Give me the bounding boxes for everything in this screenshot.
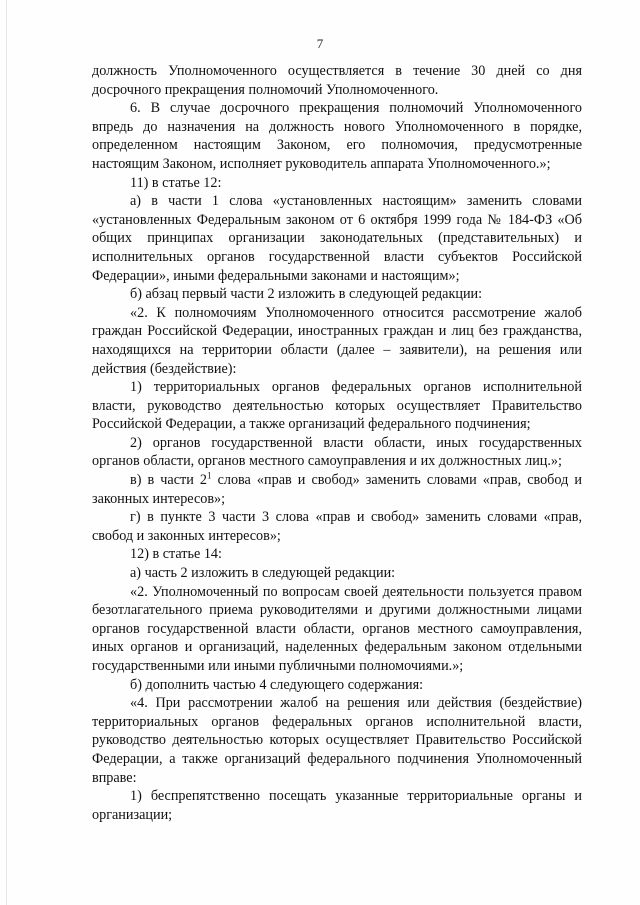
- paragraph: должность Уполномоченного осуществляется в течение 30 дней со дня досрочного прекращения полномочий Уполномоченного.: [92, 63, 582, 98]
- paragraph: «2. Уполномоченный по вопросам своей деятельности пользуется правом безотлагательного приема руководителями и другими должностными лицами органов государственной власти области, органов местного самоуправления, иных органов и организаций, наделенных федеральным законом отдельными государственными или иными публичными полномочиями.»;: [92, 583, 582, 674]
- paragraph: [92, 471, 582, 508]
- paragraph-text: слова «прав и свобод» заменить словами «прав, свобод и законных интересов»;: [92, 472, 582, 507]
- superscript: 1: [206, 470, 212, 481]
- paragraph: а) часть 2 изложить в следующей редакции:: [130, 565, 396, 582]
- paragraph: б) дополнить частью 4 следующего содержания:: [130, 676, 424, 693]
- paragraph: г) в пункте 3 части 3 слова «прав и свобод» заменить словами «прав, свобод и законных интересов»;: [92, 509, 582, 544]
- paragraph: «2. К полномочиям Уполномоченного относится рассмотрение жалоб граждан Российской Федерации, иностранных граждан и лиц без гражданства, находящихся на территории области (далее – заявители), на решения или действия (бездействие):: [92, 304, 582, 377]
- page-number: 7: [316, 36, 324, 51]
- scan-edge-line: [6, 0, 7, 905]
- paragraph: 6. В случае досрочного прекращения полномочий Уполномоченного впредь до назначения на должность нового Уполномоченного в порядке, определенном настоящим Законом, его полномочия, предусмотренные настоящим Законом, исполняет руководитель аппарата Уполномоченного.»;: [92, 100, 582, 172]
- document-body: [92, 62, 582, 824]
- paragraph: б) абзац первый части 2 изложить в следующей редакции:: [130, 286, 483, 303]
- paragraph: «4. При рассмотрении жалоб на решения или действия (бездействие) территориальных органов федеральных органов исполнительной власти, руководство деятельностью которых осуществляет Правительство Российской Федерации, а также организаций федерального подчинения Уполномоченный вправе:: [92, 695, 582, 786]
- paragraph: 11) в статье 12:: [130, 174, 222, 191]
- paragraph: 2) органов государственной власти области, иных государственных органов области, органов местного самоуправления и их должностных лиц.»;: [92, 434, 582, 470]
- paragraph: 1) беспрепятственно посещать указанные территориальные органы и организации;: [92, 788, 582, 823]
- paragraph: 1) территориальных органов федеральных органов исполнительной власти, руководство деятельностью которых осуществляет Правительство Российской Федерации, а также организаций федерального подчинения;: [92, 379, 582, 433]
- paragraph-text: в) в части 2: [130, 472, 207, 489]
- paragraph: 12) в статье 14:: [130, 546, 222, 563]
- paragraph: а) в части 1 слова «установленных настоящим» заменить словами «установленных Федеральным законом от 6 октября 1999 года № 184-ФЗ «Об общих принципах организации законодательных (представительных) и исполнительных органов государственной власти субъектов Российской Федерации», иными федеральными законами и настоящим»;: [92, 193, 582, 284]
